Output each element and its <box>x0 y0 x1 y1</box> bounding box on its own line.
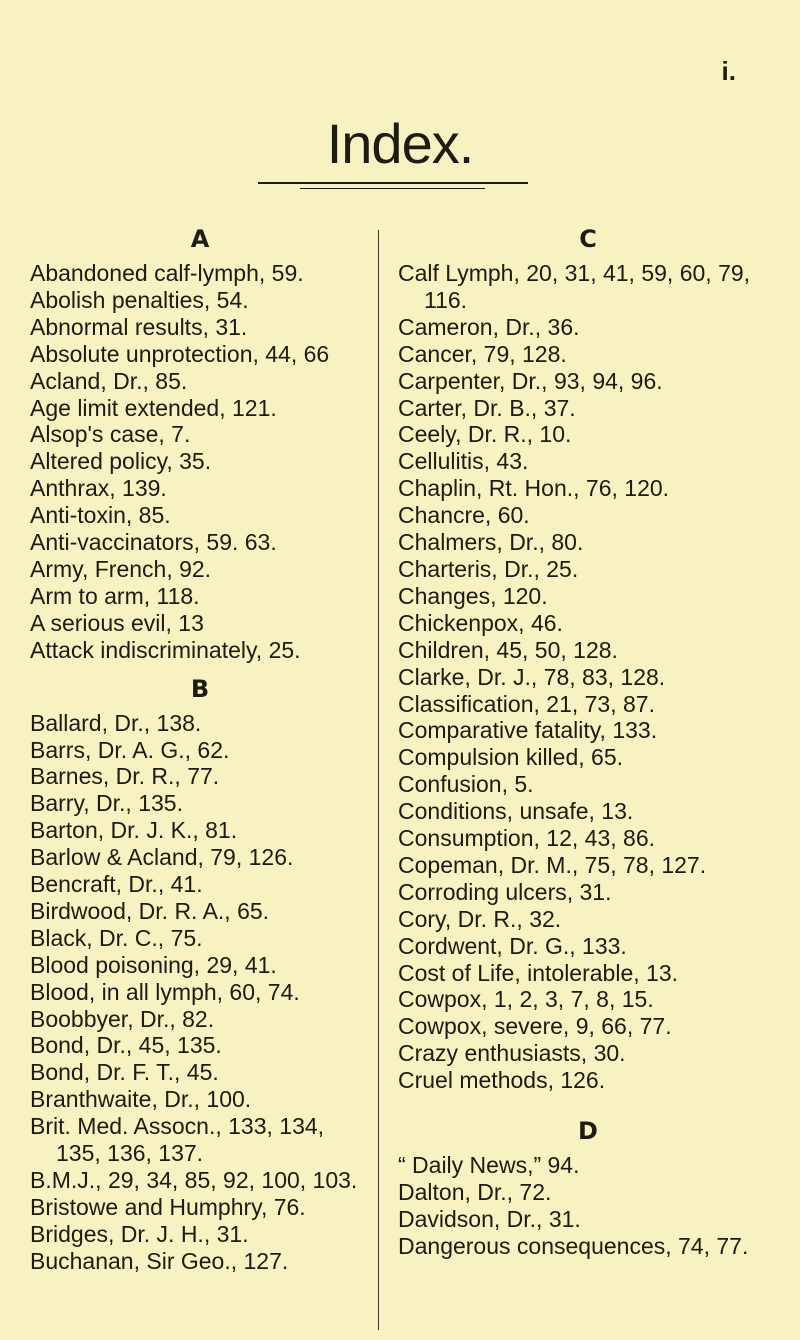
index-entry: Carpenter, Dr., 93, 94, 96. <box>398 367 663 394</box>
index-entry: Cameron, Dr., 36. <box>398 313 580 340</box>
index-entry: Chalmers, Dr., 80. <box>398 529 584 556</box>
index-entry: Compulsion killed, 65. <box>398 744 624 771</box>
index-entry: Calf Lymph, 20, 31, 41, 59, 60, 79, 116. <box>398 260 751 313</box>
index-entry: Ballard, Dr., 138. <box>30 709 202 736</box>
index-entry: Consumption, 12, 43, 86. <box>398 825 655 852</box>
index-entry: Confusion, 5. <box>398 771 534 798</box>
index-entry: Arm to arm, 118. <box>30 582 200 609</box>
index-entry: Anthrax, 139. <box>30 475 167 502</box>
index-entry: Cory, Dr. R., 32. <box>398 905 562 932</box>
index-entry: Classification, 21, 73, 87. <box>398 690 655 717</box>
index-entry: Copeman, Dr. M., 75, 78, 127. <box>398 851 707 878</box>
index-entry: Barlow & Acland, 79, 126. <box>30 844 294 871</box>
index-entry: Bond, Dr., 45, 135. <box>30 1032 222 1059</box>
index-entry: Abandoned calf-lymph, 59. <box>30 260 304 286</box>
index-entry: Alsop's case, 7. <box>30 421 191 448</box>
index-entry: Age limit extended, 121. <box>30 394 277 421</box>
index-entry: Black, Dr. C., 75. <box>30 924 203 951</box>
index-entry: Altered policy, 35. <box>30 448 212 475</box>
index-entry: Acland, Dr., 85. <box>30 367 188 394</box>
index-entry: Attack indiscriminately, 25. <box>30 636 301 663</box>
index-entry: A serious evil, 13 <box>30 609 204 636</box>
index-entry: Dangerous consequences, 74, 77. <box>398 1232 749 1259</box>
index-entry: Absolute unprotection, 44, 66 <box>30 340 330 367</box>
index-entry: Cordwent, Dr. G., 133. <box>398 932 627 959</box>
index-entry: Ceely, Dr. R., 10. <box>398 421 572 448</box>
index-entry: Children, 45, 50, 128. <box>398 636 618 663</box>
index-entry: Buchanan, Sir Geo., 127. <box>30 1247 289 1274</box>
section-d-entries <box>398 1152 778 1260</box>
index-entry: Abnormal results, 31. <box>30 313 248 340</box>
index-entry: Boobbyer, Dr., 82. <box>30 1005 215 1032</box>
index-entry: Cancer, 79, 128. <box>398 340 567 367</box>
index-entry: Charteris, Dr., 25. <box>398 555 579 582</box>
index-entry: B.M.J., 29, 34, 85, 92, 100, 103. <box>30 1167 358 1193</box>
index-entry: “ Daily News,” 94. <box>398 1152 580 1179</box>
page-title: Index. <box>326 112 474 175</box>
index-entry: Comparative fatality, 133. <box>398 717 658 744</box>
section-a-entries <box>30 260 370 664</box>
index-entry: Cost of Life, intolerable, 13. <box>398 959 678 986</box>
index-entry: Barry, Dr., 135. <box>30 790 183 817</box>
index-entry: Davidson, Dr., 31. <box>398 1205 581 1232</box>
column-divider <box>378 230 379 1330</box>
index-entry: Conditions, unsafe, 13. <box>398 798 634 825</box>
index-entry: Blood poisoning, 29, 41. <box>30 951 277 978</box>
index-entry: Brit. Med. Assocn., 133, 134, 135, 136, 137. <box>30 1113 325 1167</box>
index-entry: Abolish penalties, 54. <box>30 286 249 313</box>
index-entry: Branthwaite, Dr., 100. <box>30 1086 252 1113</box>
index-entry: Barnes, Dr. R., 77. <box>30 763 220 790</box>
index-entry: Chaplin, Rt. Hon., 76, 120. <box>398 475 670 502</box>
section-letter-a: A <box>190 225 210 253</box>
index-entry: Bond, Dr. F. T., 45. <box>30 1059 219 1086</box>
title-rule-short <box>300 188 485 189</box>
index-entry: Changes, 120. <box>398 582 548 609</box>
left-column <box>30 218 370 1275</box>
section-letter-c: C <box>579 225 597 253</box>
index-entry: Anti-toxin, 85. <box>30 502 171 529</box>
index-entry: Crazy enthusiasts, 30. <box>398 1040 626 1067</box>
section-letter-b: B <box>190 674 210 703</box>
index-entry: Army, French, 92. <box>30 555 212 582</box>
index-entry: Cellulitis, 43. <box>398 448 529 475</box>
index-entry: Cowpox, severe, 9, 66, 77. <box>398 1013 672 1040</box>
index-entry: Bristowe and Humphry, 76. <box>30 1193 306 1220</box>
index-entry: Cruel methods, 126. <box>398 1067 606 1094</box>
index-entry: Corroding ulcers, 31. <box>398 878 612 905</box>
index-entry: Anti-vaccinators, 59. 63. <box>30 529 277 556</box>
page-number: i. <box>721 56 736 86</box>
index-entry: Clarke, Dr. J., 78, 83, 128. <box>398 663 666 690</box>
index-entry: Birdwood, Dr. R. A., 65. <box>30 897 270 924</box>
index-entry: Bridges, Dr. J. H., 31. <box>30 1220 249 1247</box>
index-entry: Chancre, 60. <box>398 502 530 529</box>
right-column <box>398 218 778 1260</box>
title-rule <box>258 182 528 184</box>
index-entry: Carter, Dr. B., 37. <box>398 394 576 421</box>
index-entry: Barrs, Dr. A. G., 62. <box>30 736 230 763</box>
index-entry: Barton, Dr. J. K., 81. <box>30 817 238 844</box>
section-b-entries <box>30 710 370 1275</box>
index-entry: Dalton, Dr., 72. <box>398 1179 552 1205</box>
index-entry: Cowpox, 1, 2, 3, 7, 8, 15. <box>398 986 654 1013</box>
index-entry: Blood, in all lymph, 60, 74. <box>30 978 300 1005</box>
section-letter-d: D <box>578 1117 598 1146</box>
index-entry: Chickenpox, 46. <box>398 609 563 636</box>
section-c-entries <box>398 260 778 1094</box>
index-entry: Bencraft, Dr., 41. <box>30 871 203 898</box>
